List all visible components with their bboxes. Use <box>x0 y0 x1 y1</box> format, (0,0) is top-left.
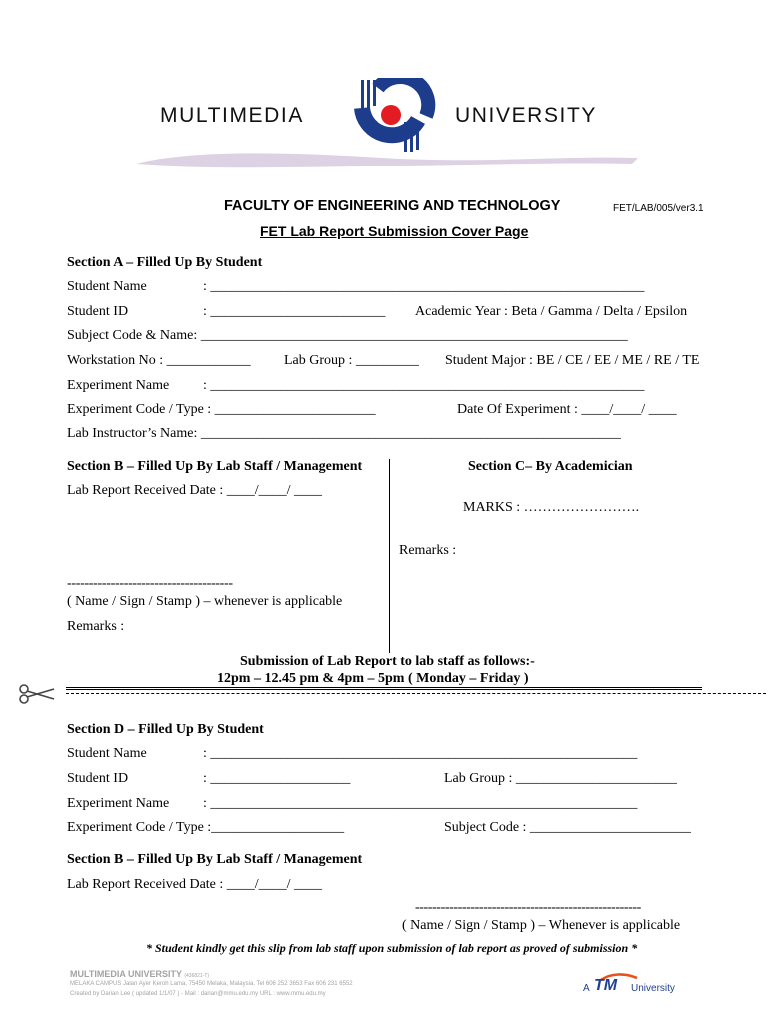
d-experiment-name-label: Experiment Name <box>67 796 170 811</box>
d-experiment-code-field[interactable]: Experiment Code / Type :___________________ <box>67 820 345 835</box>
received-date-field[interactable]: Lab Report Received Date : ____/____/ ____ <box>67 483 323 498</box>
brand-name-right: UNIVERSITY <box>455 104 598 127</box>
section-c-remarks[interactable]: Remarks : <box>399 543 457 558</box>
d-experiment-name-field[interactable]: : _____________________________________________________________ <box>203 796 638 811</box>
section-b-title: Section B – Filled Up By Lab Staff / Management <box>67 459 363 474</box>
marks-field[interactable]: MARKS : ……………………. <box>463 500 640 515</box>
signature-line[interactable]: -------------------------------------- <box>67 576 233 591</box>
section-b-remarks[interactable]: Remarks : <box>67 619 125 634</box>
footer-university-name <box>70 969 209 979</box>
brand-swoosh <box>132 148 642 174</box>
d-student-name-field[interactable]: : _____________________________________________________________ <box>203 746 638 761</box>
cut-rule-bottom <box>66 689 702 690</box>
student-id-label: Student ID <box>67 304 129 319</box>
signature-caption: ( Name / Sign / Stamp ) – whenever is applicable <box>67 594 343 609</box>
d-subject-code-field[interactable]: Subject Code : _______________________ <box>444 820 691 835</box>
section-divider <box>389 459 390 653</box>
scissors-icon <box>16 683 56 705</box>
cut-rule-top <box>66 687 702 688</box>
section-c-title: Section C– By Academician <box>468 459 633 474</box>
submission-info-line2: 12pm – 12.45 pm & 4pm – 5pm ( Monday – Friday ) <box>217 671 529 686</box>
submission-note: * Student kindly get this slip from lab staff upon submission of lab report as proved of submission * <box>146 941 638 955</box>
b2-signature-line[interactable]: ----------------------------------------------------- <box>415 900 641 915</box>
academic-year-options[interactable]: Academic Year : Beta / Gamma / Delta / Epsilon <box>415 304 688 319</box>
student-id-field[interactable]: : _________________________ <box>203 304 386 319</box>
experiment-name-field[interactable]: : ______________________________________________________________ <box>203 378 645 393</box>
lab-group-field[interactable]: Lab Group : _________ <box>284 353 419 368</box>
student-name-label: Student Name <box>67 279 147 294</box>
date-of-experiment-field[interactable]: Date Of Experiment : ____/____/ ____ <box>457 402 677 417</box>
lab-instructor-field[interactable]: Lab Instructor’s Name: ____________________________________________________________ <box>67 426 621 441</box>
b2-received-date-field[interactable]: Lab Report Received Date : ____/____/ ____ <box>67 877 323 892</box>
b2-signature-caption: ( Name / Sign / Stamp ) – Whenever is applicable <box>402 918 681 933</box>
footer-address: MELAKA CAMPUS Jalan Ayer Keroh Lama, 75450 Melaka, Malaysia. Tel 606 252 3653 Fax 606 231 6552 <box>70 981 353 987</box>
d-lab-group-field[interactable]: Lab Group : _______________________ <box>444 771 677 786</box>
section-d-title: Section D – Filled Up By Student <box>67 722 264 737</box>
tm-mark: TM <box>594 977 618 994</box>
workstation-field[interactable]: Workstation No : ____________ <box>67 353 251 368</box>
experiment-name-label: Experiment Name <box>67 378 170 393</box>
d-student-id-label: Student ID <box>67 771 129 786</box>
section-a-title: Section A – Filled Up By Student <box>67 255 263 270</box>
tm-prefix: A <box>583 983 590 994</box>
submission-info-line1: Submission of Lab Report to lab staff as follows:- <box>240 654 535 669</box>
mmu-logo-icon <box>344 78 436 154</box>
brand-name-left: MULTIMEDIA <box>160 104 304 127</box>
experiment-code-field[interactable]: Experiment Code / Type : _______________________ <box>67 402 376 417</box>
subject-code-name-field[interactable]: Subject Code & Name: _____________________________________________________________ <box>67 328 628 343</box>
student-name-field[interactable]: : ______________________________________________________________ <box>203 279 645 294</box>
tm-suffix: University <box>631 983 675 994</box>
d-student-id-field[interactable]: : ____________________ <box>203 771 351 786</box>
form-code: FET/LAB/005/ver3.1 <box>613 203 704 214</box>
form-title: FET Lab Report Submission Cover Page <box>260 223 529 239</box>
section-b2-title: Section B – Filled Up By Lab Staff / Management <box>67 852 363 867</box>
student-major-options[interactable]: Student Major : BE / CE / EE / ME / RE / TE <box>445 353 700 368</box>
d-student-name-label: Student Name <box>67 746 147 761</box>
footer-created[interactable]: Created by Darian Lee ( updated 1/1/07 ) - Mail : darian@mmu.edu.my URL : www.mmu.edu.my <box>70 991 326 997</box>
faculty-heading: FACULTY OF ENGINEERING AND TECHNOLOGY <box>224 198 561 214</box>
footer-uni-reg: (436821-T) <box>184 973 210 979</box>
cut-dashed-line <box>66 693 766 694</box>
tm-university-logo <box>583 972 683 998</box>
footer-uni-name: MULTIMEDIA UNIVERSITY <box>70 969 182 979</box>
